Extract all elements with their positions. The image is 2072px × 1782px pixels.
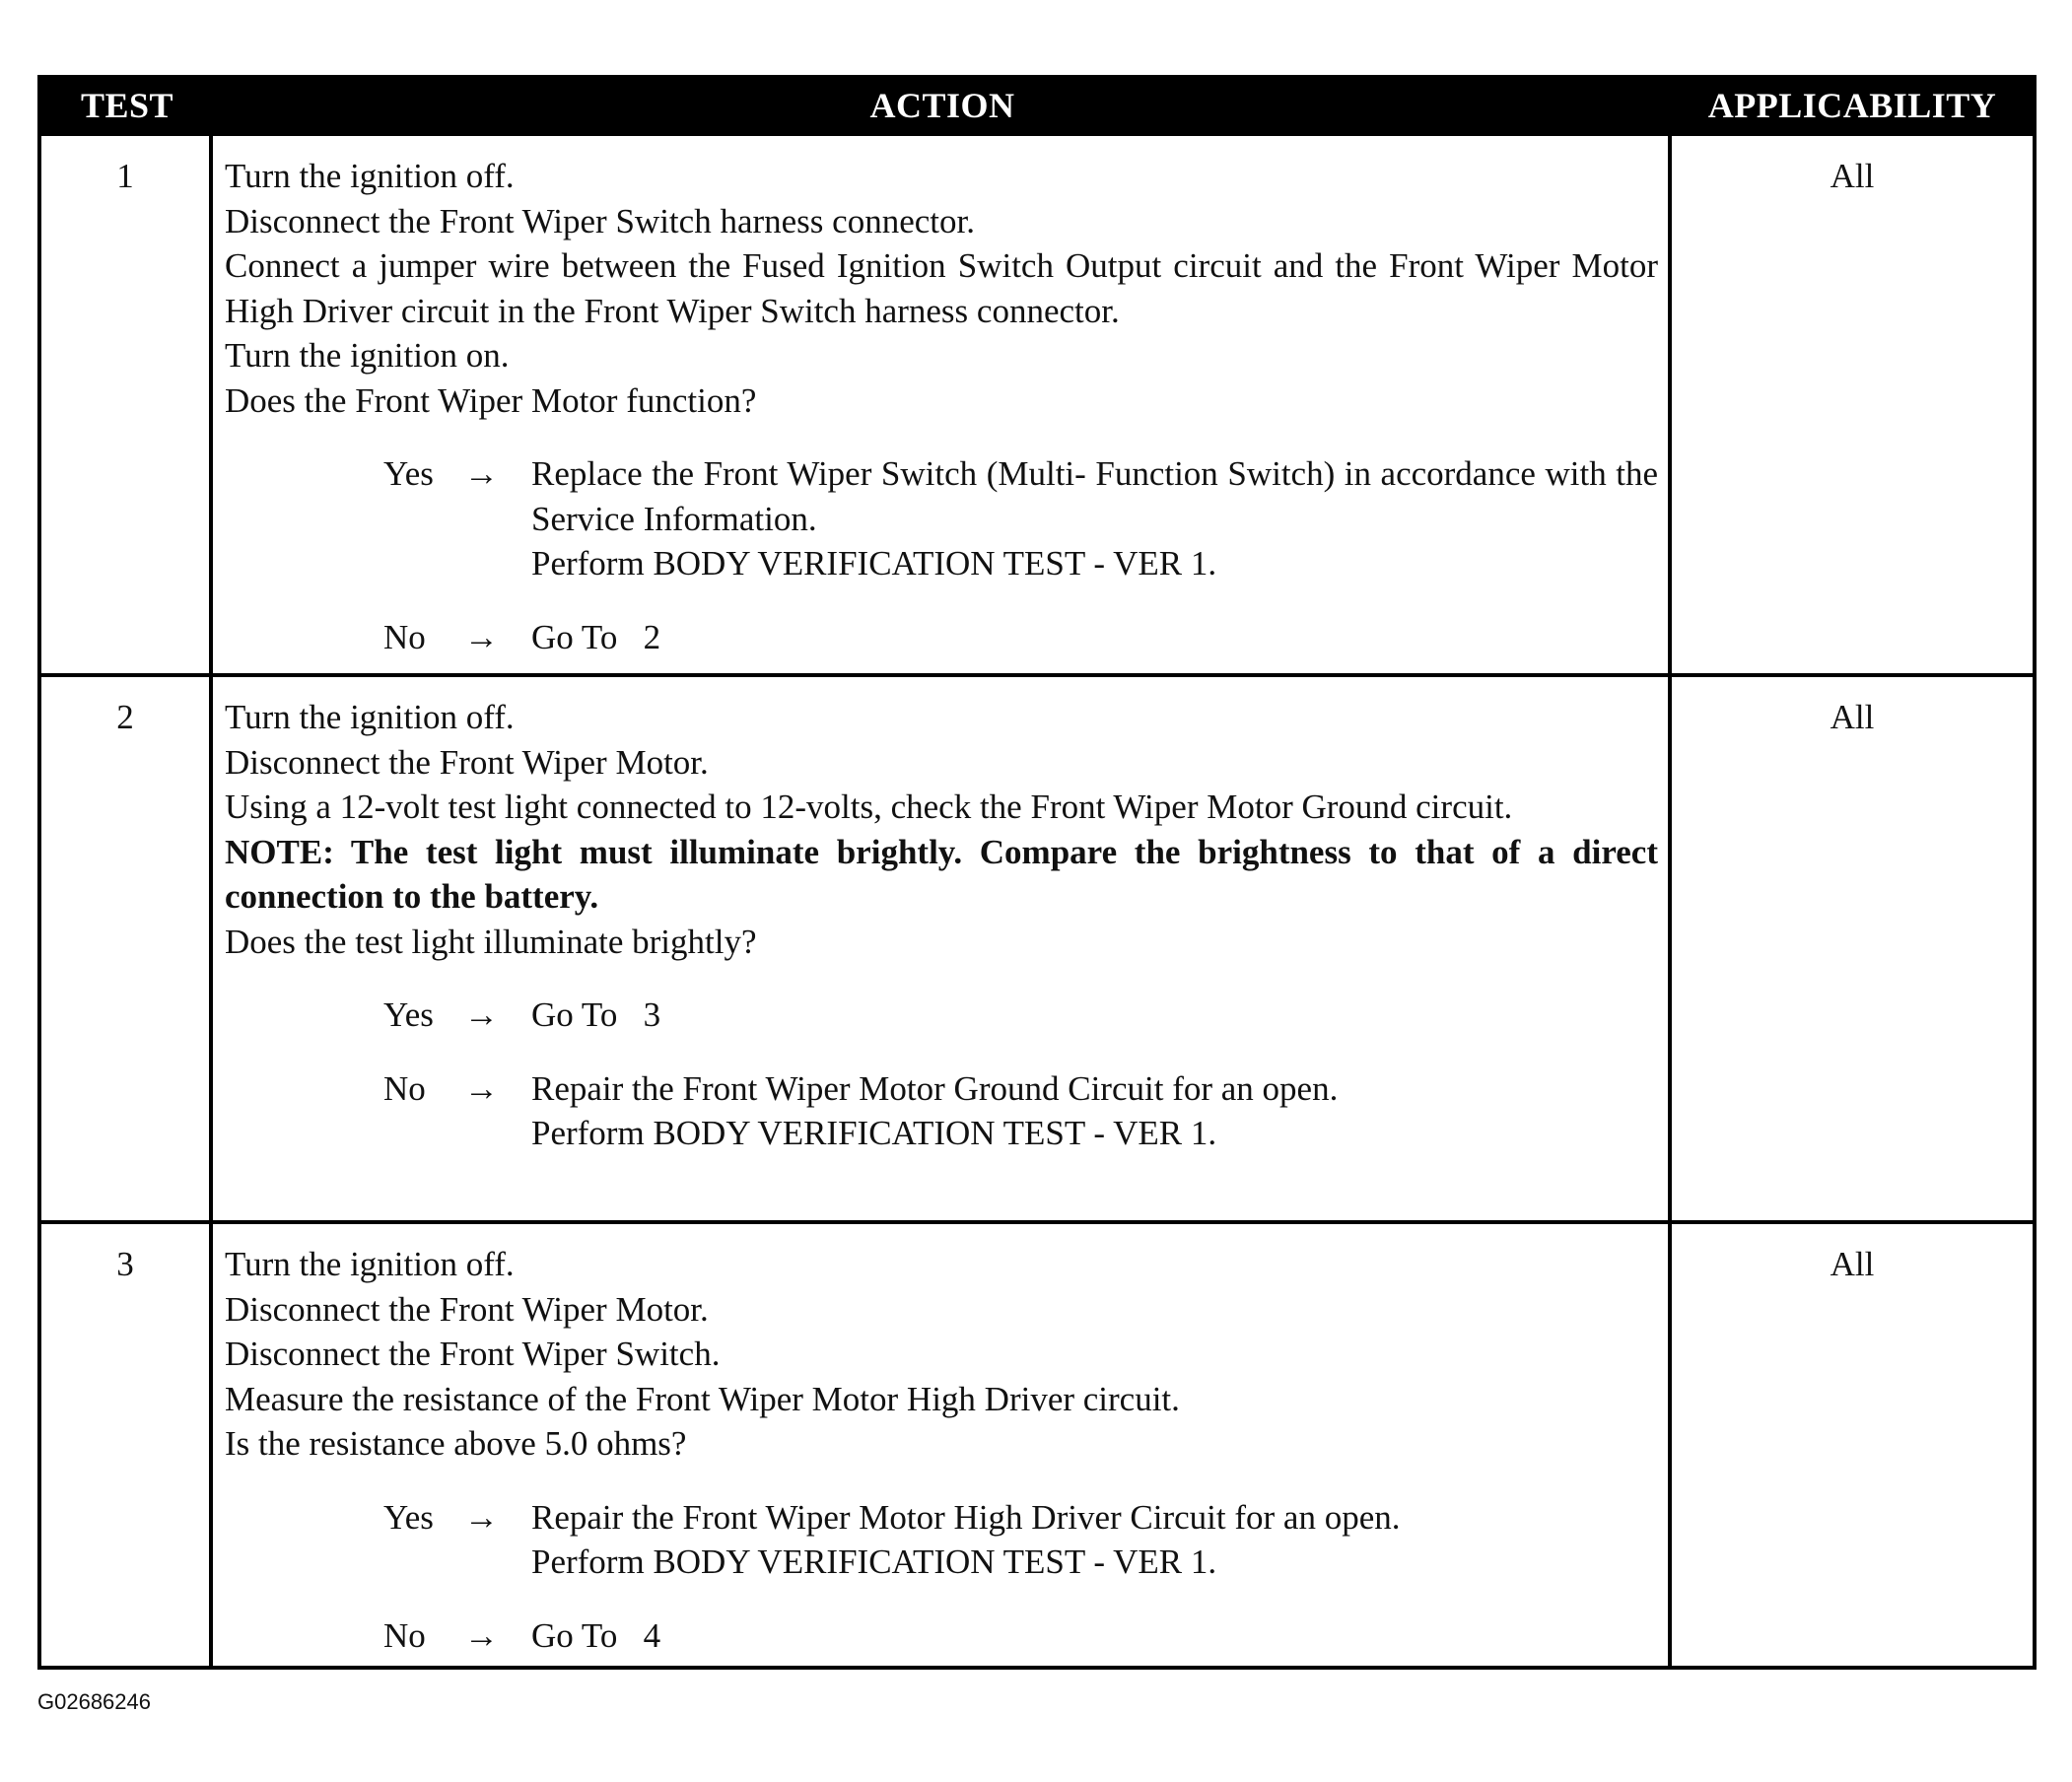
right-arrow-icon: → [464,995,499,1034]
test-row-3 [41,1220,2033,1666]
right-arrow-icon: → [464,454,499,493]
answer-label: No [383,617,426,656]
test-number: 1 [41,136,213,673]
answer-label: No [383,1615,426,1655]
action-question: Does the Front Wiper Motor function? [225,380,757,420]
test-row-1 [41,132,2033,673]
branch-result [531,993,1658,1038]
no-branch [383,1613,1658,1659]
applicability-cell: All [1830,698,1875,736]
branch-result [531,615,1658,660]
note-text: NOTE: The test light must illuminate brightly. Compare the brightness to that of a direct connection to the battery. [225,832,1658,916]
yes-branch [383,1495,1658,1585]
header-action: ACTION [869,86,1015,125]
branch-result [531,1495,1658,1585]
answer-label: Yes [383,454,434,493]
yes-branch [383,993,1658,1038]
answer-label: Yes [383,1497,434,1537]
action-step: Turn the ignition off. [225,1245,515,1283]
test-number: 2 [41,677,213,1220]
diagnostic-test-table [37,75,2037,1670]
result-line: Replace the Front Wiper Switch (Multi- Function Switch) in accordance with the Service Information. [531,454,1658,538]
test-number: 3 [41,1224,213,1666]
result-line: Repair the Front Wiper Motor Ground Circuit for an open. [531,1068,1339,1108]
result-line: Go To 2 [531,617,661,656]
result-line: Perform BODY VERIFICATION TEST - VER 1. [531,1542,1217,1581]
answer-label: No [383,1068,426,1108]
header-test: TEST [80,86,174,125]
action-step: Using a 12-volt test light connected to 12-volts, check the Front Wiper Motor Ground circuit. [225,788,1513,826]
branch-result [531,451,1658,586]
action-step: Disconnect the Front Wiper Switch. [225,1335,721,1373]
result-line: Repair the Front Wiper Motor High Driver Circuit for an open. [531,1497,1401,1537]
action-question: Does the test light illuminate brightly? [225,922,757,961]
branch-result [531,1066,1658,1156]
yes-branch [383,451,1658,586]
action-cell [213,1224,1672,1666]
header-applicability: APPLICABILITY [1707,86,1997,125]
action-step: Disconnect the Front Wiper Motor. [225,1289,709,1329]
action-step: Disconnect the Front Wiper Motor. [225,742,709,782]
applicability-cell: All [1830,1245,1875,1283]
action-cell [213,136,1672,673]
result-line: Go To 4 [531,1615,661,1655]
answer-label: Yes [383,995,434,1034]
action-step: Turn the ignition on. [225,336,510,375]
right-arrow-icon: → [464,1497,499,1537]
right-arrow-icon: → [464,617,499,656]
no-branch [383,1066,1658,1156]
result-line: Perform BODY VERIFICATION TEST - VER 1. [531,544,1217,583]
applicability-cell: All [1830,157,1875,195]
action-step: Turn the ignition off. [225,698,515,736]
test-row-2 [41,673,2033,1220]
table-header [41,79,2033,132]
action-step: Turn the ignition off. [225,157,515,195]
no-branch [383,615,1658,660]
action-step: Disconnect the Front Wiper Switch harness connector. [225,201,975,240]
figure-id: G02686246 [37,1689,151,1714]
action-question: Is the resistance above 5.0 ohms? [225,1424,687,1463]
right-arrow-icon: → [464,1068,499,1108]
action-step: Measure the resistance of the Front Wiper Motor High Driver circuit. [225,1379,1180,1418]
result-line: Perform BODY VERIFICATION TEST - VER 1. [531,1114,1217,1152]
result-line: Go To 3 [531,995,661,1034]
action-cell [213,677,1672,1220]
action-step: Connect a jumper wire between the Fused Ignition Switch Output circuit and the Front Wiper Motor High Driver circuit in the Front Wiper Switch harness connector. [225,246,1658,330]
right-arrow-icon: → [464,1615,499,1655]
branch-result [531,1613,1658,1659]
